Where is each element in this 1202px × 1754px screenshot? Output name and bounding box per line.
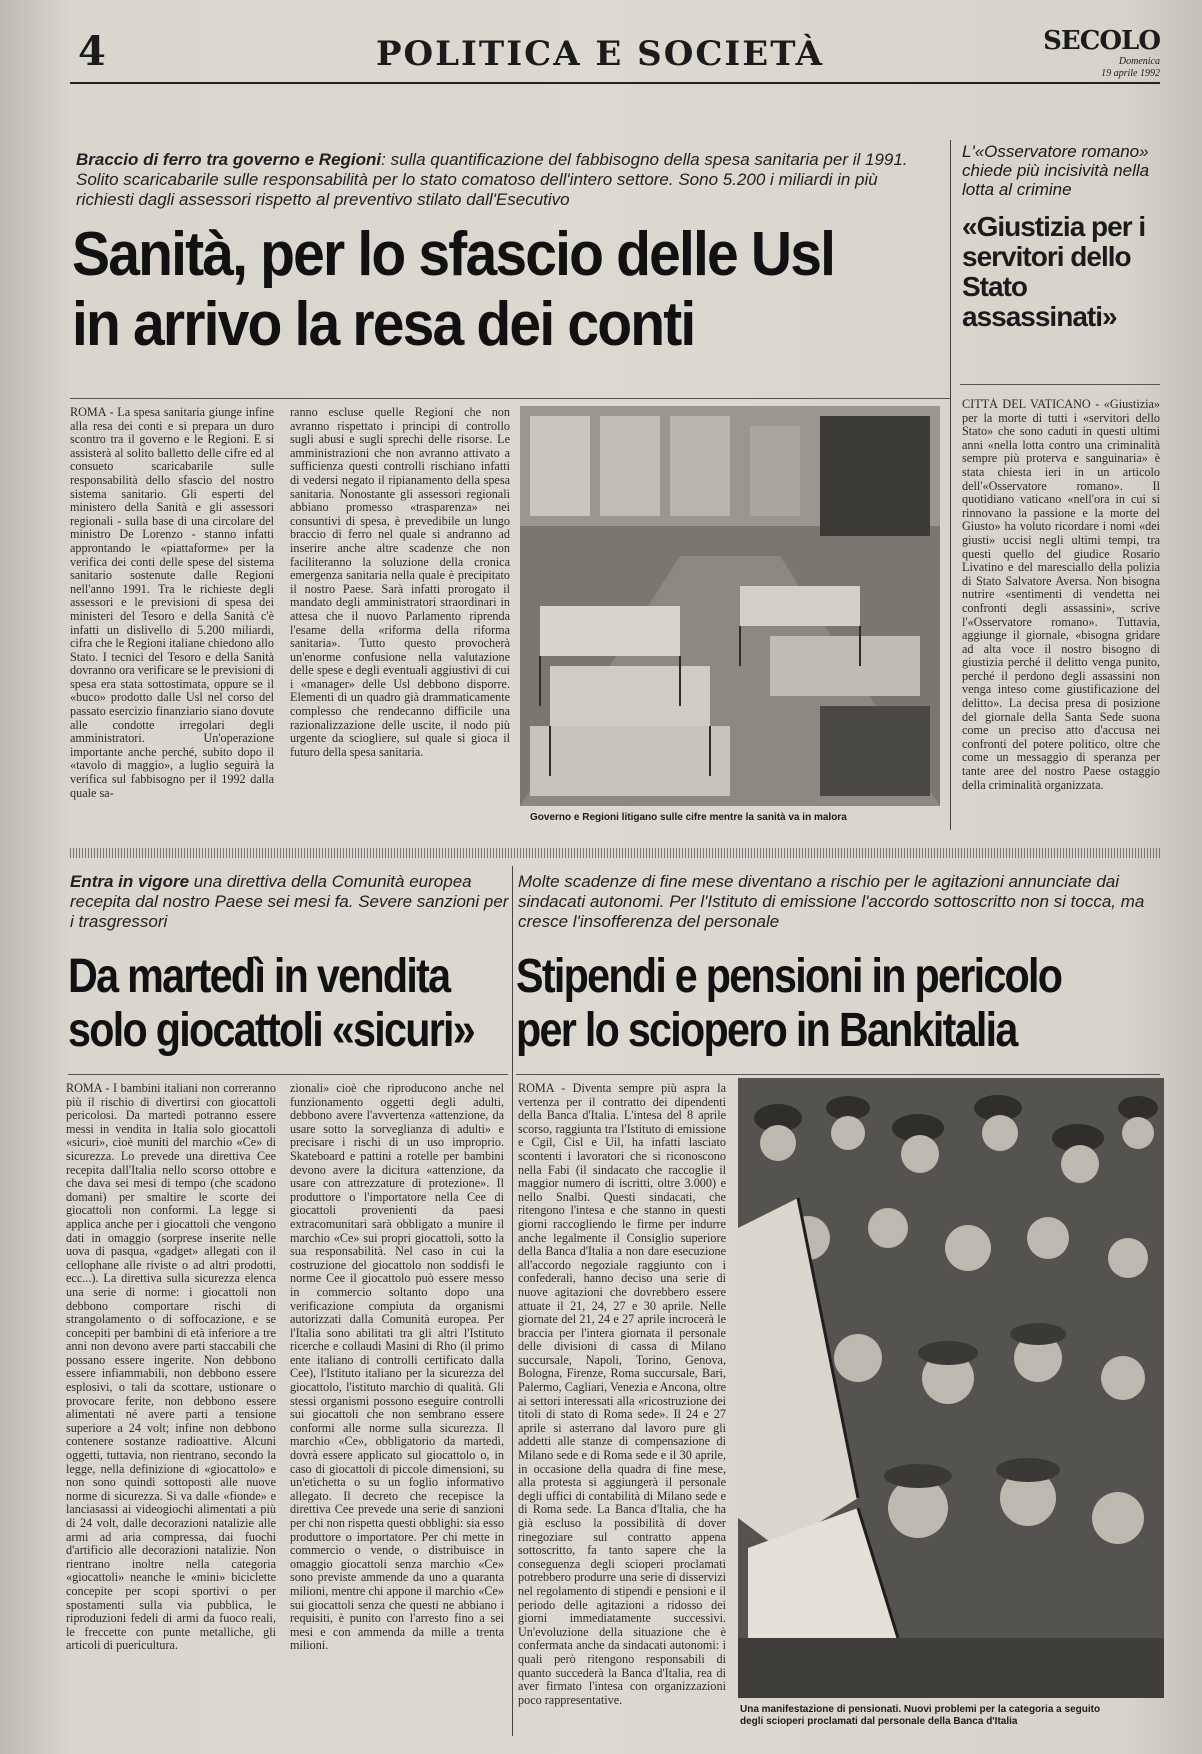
- right-divider: [516, 1074, 1160, 1075]
- protest-photo: [738, 1078, 1164, 1698]
- top-headline-line-1: Sanità, per lo sfascio delle Usl: [72, 220, 835, 289]
- side-divider: [960, 384, 1160, 385]
- left-kicker-rest: una direttiva della Comunità europea recepita dal nostro Paese sei mesi fa. Severe sanzioni per i trasgressori: [70, 872, 509, 931]
- top-kicker-lead: Braccio di ferro tra governo e Regioni: [76, 150, 382, 169]
- top-divider: [70, 398, 950, 399]
- hospital-caption: Governo e Regioni litigano sulle cifre mentre la sanità va in malora: [530, 812, 847, 823]
- top-article-column-2: ranno escluse quelle Regioni che non avranno rispettato i principi di controllo sugli abusi e sugli sprechi delle risorse. Le amministrazioni che non avranno attivato a sufficienza questi controlli rischiano infatti di vedersi negato il ripianamento della spesa sanitaria. Nonostante gli assessori regionali abbiano promesso «trasparenza» nei consuntivi di spesa, è prevedibile un lungo braccio di ferro nel quale si andranno ad inserire anche altre scadenze che non faciliteranno la soluzione della cronica emergenza sanitaria nella quale è precipitato il nostro Paese. Sarà infatti prorogato il mandato degli amministratori straordinari in attesa che il nuovo Parlamento riprenda l'esame della «riforma della riforma sanitaria». Tutto questo provocherà un'enorme confusione nella valutazione delle spese e degli eventuali aggiustivi di cui i «manager» delle Usl debbono disporre. Elementi di un quadro già drammaticamente complesso che rendecanno difficile una razionalizzazione delle uscite, il nodo più urgente da sciogliere, sul quale si gioca il futuro della spesa sanitaria.: [290, 406, 510, 759]
- side-article-body: CITTÀ DEL VATICANO - «Giustizia» per la morte di tutti i «servitori dello Stato» che sono caduti in questi ultimi anni «nella lotta contro una criminalità sempre più proterva e sanguinaria» è stata chiesta ieri in un articolo dell'«Osservatore romano». Il quotidiano vaticano «nell'ora in cui si rinnovano la passione e la morte del Giusto» ha voluto ricordare i nomi «dei giusti» uccisi negli ultimi tempi, tra questi quello del giudice Rosario Livatino e del maresciallo della polizia di Stato Salvatore Aversa. Non bisogna nutrire «sentimenti di vendetta nei confronti degli assassini», scrive l'«Osservatore romano». Tuttavia, aggiunge il giornale, «bisogna gridare ad alta voce il nostro bisogno di giustizia perché il delitto venga punito, perché il perdono degli assassini non venga inteso come giustificazione del delitto». La decisa presa di posizione del giornale della Santa Sede suona come un preciso atto d'accusa nei confronti del potere politico, oltre che come un messaggio di speranza per tante aree del nostro Paese ostaggio della criminalità organizzata.: [962, 398, 1160, 792]
- section-title: POLITICA E SOCIETÀ: [375, 34, 825, 74]
- date-line-2: 19 aprile 1992: [1101, 68, 1160, 79]
- side-headline: «Giustizia per i servitori dello Stato assassinati»: [962, 211, 1146, 332]
- side-kicker: L'«Osservatore romano» chiede più incisività nella lotta al crimine: [962, 142, 1150, 199]
- section-separator: [70, 848, 1162, 858]
- right-kicker: Molte scadenze di fine mese diventano a rischio per le agitazioni annunciate dai sindacati autonomi. Per l'Istituto di emissione l'accordo sottoscritto non si tocca, ma cresce l'insofferenza del personale: [518, 872, 1145, 931]
- protest-caption: [740, 1704, 1160, 1728]
- date-line-1: Domenica: [1118, 56, 1160, 67]
- protest-caption-line-1: Una manifestazione di pensionati. Nuovi problemi per la categoria a seguito: [740, 1704, 1101, 1715]
- masthead: [1040, 26, 1160, 80]
- right-headline-line-2: per lo sciopero in Bankitalia: [516, 1004, 1017, 1057]
- left-article-column-2: zionali» cioè che riproducono anche nel funzionamento oggetti degli adulti, debbono avere l'avvertenza «attenzione, da usare sotto la sorveglianza di adulti» e precisare i rischi di un uso improprio. Skateboard e pattini a rotelle per bambini devono avere la dicitura «attenzione, da usare con attrezzature di protezione». Il produttore o l'importatore nella Cee di giocattoli provenienti da paesi extracomunitari sarà obbligato a munire il marchio «Ce» sui propri giocattoli, sotto la sua responsabilità. Nel caso in cui la costruzione del giocattolo non soddisfi le norme Cee il giocattolo può essere messo in commercio soltanto dopo una verificazione compiuta da organismi autorizzati dalla Comunità europea. Per l'Italia sono abilitati tra gli altri l'Istituto ricerche e collaudi Masini di Rho (il primo ente italiano di controlli certificato dalla Cee), l'Istituto italiano per la sicurezza del giocattolo, l'istituto marchio di qualità. Gli stessi organismi possono eseguire controlli sui giocattoli che non sembrano essere conformi alle norme sulla sicurezza. Il marchio «Ce», obbligatorio da martedì, dovrà essere applicato sul giocattolo o, in caso di giocattoli di piccole dimensioni, su un'etichetta o su un foglio informativo allegato. Il decreto che recepisce la direttiva Cee prevede una serie di sanzioni per chi non rispetta questi obblighi: sia esso produttore o importatore. Per chi mette in commercio o vende, o distribuisce in omaggio giocattoli senza marchio «Ce» sono previste ammende da uno a quaranta milioni, mentre chi appone il marchio «Ce» sui giocattoli senza che questi ne abbiano i requisiti, è punito con l'arresto fino a sei mesi e con ammenda da mille a trenta milioni.: [290, 1082, 504, 1653]
- left-headline-line-2: solo giocattoli «sicuri»: [68, 1004, 475, 1057]
- top-kicker-rest: : sulla quantificazione del fabbisogno della spesa sanitaria per il 1991. Solito scaricabarile sulle responsabilità per lo stato comatoso dell'intero settore. Sono 5.200 i miliardi in più richiesti dagli assessori rispetto al preventivo stilato dall'Esecutivo: [76, 150, 908, 209]
- left-divider: [68, 1074, 508, 1075]
- left-headline-line-1: Da martedì in vendita: [68, 950, 450, 1003]
- side-column-rule: [950, 140, 951, 830]
- right-article-column-1: ROMA - Diventa sempre più aspra la vertenza per il contratto dei dipendenti della Banca d'Italia. L'intesa del 8 aprile scorso, raggiunta tra l'Istituto di emissione e Cgil, Cisl e Uil, ha infatti lasciato scontenti i lavoratori che si riconoscono nella Fabi (il sindacato che raccoglie il maggior numero di iscritti, oltre 3.000) e nello Snalbi. Questi sindacati, che ritengono l'intesa e che stanno in questi giorni raccogliendo le firme per indurre anche legalmente il Consiglio superiore della Banca d'Italia a non dare esecuzione all'accordo negoziale raggiunto con i confederali, hanno deciso una serie di nuove agitazioni che dovrebbero essere attuate il 21, 24, 27 e 30 aprile. Nelle giornate del 21, 24 e 27 aprile incrocerà le braccia per l'intera giornata il personale delle divisioni di cassa di Milano succursale, Napoli, Torino, Genova, Bologna, Firenze, Roma succursale, Bari, Palermo, Cagliari, Venezia e Ancona, oltre ai settori interessati alla «ricostruzione dei titoli di stato di Roma sede». Il 24 e 27 aprile si asterrano dal lavoro pure gli addetti alle stanze di compensazione di Milano sede e di Roma sede e il 30 aprile, in occasione della quadra di fine mese, alla protesta si aggiungerà il personale degli uffici di contabilità di Milano sede e di Roma sede. La Banca d'Italia, che ha già escluso la possibilità di dover rinegoziare sul contratto appena sottoscritto, fa tanto sapere che la conseguenza degli scioperi proclamati potrebbero produrre una serie di disservizi nel regolamento di stipendi e pensioni e il periodo delle agitazioni a ridosso dei giorni immediatamente successivi. Un'evoluzione della situazione che è confermata anche da sindacati autonomi: i quali però ritengono responsabili di quanto succederà la Banca d'Italia, rea di aver firmato l'intesa con organizzazioni poco rappresentative.: [518, 1082, 726, 1707]
- hospital-ward-image: [520, 406, 940, 806]
- left-article-column-1: ROMA - I bambini italiani non correranno più il rischio di divertirsi con giocattoli pericolosi. Da martedì potranno essere messi in vendita in Italia solo giocattoli «sicuri», cioè muniti del marchio «Ce» di sicurezza. Lo prevede una direttiva Cee recepita dall'Italia nello scorso ottobre e che dava sei mesi di tempo (che scadono domani) per smaltire le scorte dei giocattoli non conformi. La legge si applica anche per i giocattoli che vengono dati in omaggio (sorprese inserite nelle uova di pasqua, «gadget» allegati con il cellophane alle riviste o ad altri prodotti, ecc...). La direttiva sulla sicurezza elenca una serie di norme: i giocattoli non debbono comportare rischi di strangolamento o di soffocazione, e se concepiti per bambini di età inferiore a tre anni non devono avere parti staccabili che possano essere ingerite. Non debbono essere infiammabili, non debbono essere esplosivi, o tali da scottare, ustionare o provocare ferite, non debbono essere alimentati né avere parti a tensione superiore a 24 volt; infine non debbono contenere sostanze radioattive. Alcuni oggetti, tuttavia, non rientrano, secondo la legge, nella definizione di «giocattolo» e non sono quindi sottoposti alle nuove norme di sicurezza. Si va dalle «fionde» e lanciasassi ai videogiochi alimentati a più di 24 volt, dalle decorazioni natalizie alle armi ad aria compressa, dai fuochi d'artificio alle decorazioni natalizie. Non rientrano inoltre nella categoria «giocattoli» neanche le «mini» biciclette concepite per scopi sportivi o per spostamenti sulla via pubblica, le riproduzioni fedeli di armi da fuoco reali, le freccette con punte metalliche, gli articoli di puericultura.: [66, 1082, 276, 1653]
- masthead-name: SECOLO: [1043, 26, 1160, 56]
- top-kicker: [76, 150, 916, 210]
- hospital-photo: [520, 406, 940, 806]
- protest-caption-line-2: degli scioperi proclamati dal personale della Banca d'Italia: [740, 1716, 1018, 1727]
- header-rule: [70, 82, 1160, 84]
- bottom-column-rule: [512, 866, 513, 1736]
- right-headline-line-1: Stipendi e pensioni in pericolo: [516, 950, 1062, 1003]
- top-article-column-1: ROMA - La spesa sanitaria giunge infine alla resa dei conti e si prepara un duro scontro tra il governo e le Regioni. E si assisterà al solito balletto delle cifre ed al consueto scaricabarile sulle responsabilità dello sfascio del nostro sistema sanitario. Gli esperti del ministero della Sanità e gli assessori regionali - sulla base di una circolare del ministro De Lorenzo - stanno infatti approntando le «piattaforme» per la verifica dei conti delle spese del sistema sanitario sostenute dalle Regioni nell'anno 1991. Tra le richieste degli assessori e le previsioni di spesa dei ministeri del Tesoro e della Sanità c'è infatti un dislivello di 5.200 miliardi, cifra che le Regioni italiane chiedono allo Stato. I tecnici del Tesoro e della Sanità dovranno ora verificare se le previsioni di spesa era stata sottostimata, oppure se il «buco» prodotto dalle Usl nel corso del passato esercizio finanziario siano dovute alle condotte irregolari degli amministratori. Un'operazione importante anche perché, subito dopo il «tavolo di maggio», a luglio seguirà la verifica sul fabbisogno per il 1992 dalla quale sa-: [70, 406, 274, 800]
- pensioners-protest-image: [738, 1078, 1164, 1698]
- top-headline-line-2: in arrivo la resa dei conti: [72, 290, 695, 359]
- left-kicker: [70, 872, 510, 932]
- left-kicker-lead: Entra in vigore: [70, 872, 190, 891]
- page-number: 4: [78, 28, 106, 75]
